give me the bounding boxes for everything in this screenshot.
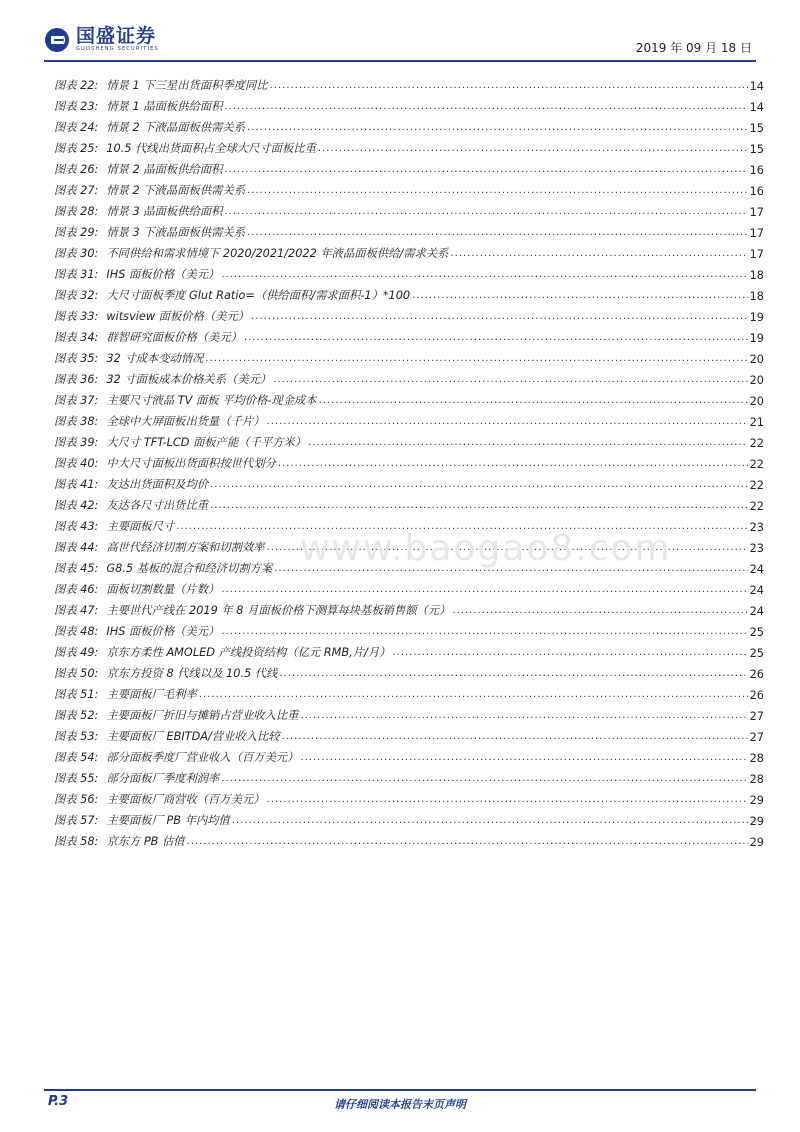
toc-figure-title: 情景 3 下液晶面板供需关系: [106, 226, 246, 239]
toc-leader-dots: [270, 79, 748, 93]
toc-entry[interactable]: [54, 807, 764, 828]
toc-entry[interactable]: [54, 93, 764, 114]
toc-page-number: 26: [749, 689, 764, 702]
toc-page-number: 21: [749, 416, 764, 429]
header-divider: [44, 60, 756, 62]
toc-leader-dots: [308, 436, 748, 450]
toc-entry[interactable]: [54, 408, 764, 429]
toc-figure-label: 图表 50:: [54, 667, 99, 680]
toc-figure-label: 图表 31:: [54, 268, 99, 281]
toc-figure-title: 部分面板厂季度利润率: [106, 772, 220, 785]
toc-page-number: 26: [749, 668, 764, 681]
toc-entry[interactable]: [54, 576, 764, 597]
toc-leader-dots: [247, 184, 748, 198]
toc-figure-label: 图表 29:: [54, 226, 99, 239]
toc-entry[interactable]: [54, 765, 764, 786]
toc-figure-title: 10.5 代线出货面积占全球大尺寸面板比重: [106, 142, 316, 155]
toc-page-number: 19: [749, 311, 764, 324]
toc-figure-label: 图表 23:: [54, 100, 99, 113]
toc-page-number: 29: [749, 836, 764, 849]
toc-figure-label: 图表 39:: [54, 436, 99, 449]
toc-figure-label: 图表 30:: [54, 247, 99, 260]
toc-figure-label: 图表 27:: [54, 184, 99, 197]
toc-entry[interactable]: [54, 492, 764, 513]
toc-leader-dots: [278, 457, 748, 471]
toc-figure-title: IHS 面板价格（美元）: [106, 625, 220, 638]
toc-leader-dots: [247, 226, 748, 240]
toc-figure-label: 图表 54:: [54, 751, 99, 764]
toc-leader-dots: [205, 352, 747, 366]
toc-leader-dots: [224, 163, 747, 177]
toc-entry[interactable]: [54, 219, 764, 240]
toc-figure-label: 图表 41:: [54, 478, 99, 491]
toc-leader-dots: [452, 604, 747, 618]
toc-page-number: 23: [749, 521, 764, 534]
toc-figure-label: 图表 51:: [54, 688, 99, 701]
toc-figure-label: 图表 28:: [54, 205, 99, 218]
toc-page-number: 15: [749, 122, 764, 135]
toc-figure-title: 主要世代产线在 2019 年 8 月面板价格下测算每块基板销售额（元）: [106, 604, 451, 617]
toc-figure-label: 图表 53:: [54, 730, 99, 743]
toc-leader-dots: [244, 331, 748, 345]
toc-figure-title: 高世代经济切割方案和切割效率: [106, 541, 265, 554]
toc-figure-title: IHS 面板价格（美元）: [106, 268, 220, 281]
toc-page-number: 14: [749, 101, 764, 114]
toc-figure-label: 图表 49:: [54, 646, 99, 659]
toc-page-number: 24: [749, 563, 764, 576]
toc-figure-label: 图表 40:: [54, 457, 99, 470]
toc-page-number: 17: [749, 248, 764, 261]
toc-figure-title: 主要面板厂折旧与摊销占营业收入比重: [106, 709, 299, 722]
toc-figure-label: 图表 56:: [54, 793, 99, 806]
toc-figure-label: 图表 47:: [54, 604, 99, 617]
toc-leader-dots: [319, 394, 748, 408]
toc-figure-label: 图表 52:: [54, 709, 99, 722]
toc-leader-dots: [267, 793, 748, 807]
toc-page-number: 28: [749, 773, 764, 786]
toc-figure-title: 友达各尺寸出货比重: [106, 499, 209, 512]
toc-entry[interactable]: [54, 429, 764, 450]
toc-leader-dots: [224, 205, 747, 219]
toc-leader-dots: [221, 268, 747, 282]
toc-entry[interactable]: [54, 156, 764, 177]
toc-leader-dots: [279, 667, 747, 681]
toc-page-number: 15: [749, 143, 764, 156]
company-logo: [44, 26, 159, 53]
toc-page-number: 25: [749, 626, 764, 639]
toc-figure-title: 京东方投资 8 代线以及 10.5 代线: [106, 667, 278, 680]
toc-leader-dots: [232, 814, 748, 828]
toc-leader-dots: [282, 730, 748, 744]
toc-page-number: 18: [749, 269, 764, 282]
toc-entry[interactable]: [54, 723, 764, 744]
page-number: P.3: [48, 1094, 69, 1109]
toc-leader-dots: [267, 415, 748, 429]
toc-figure-title: 主要面板厂 EBITDA/营业收入比较: [106, 730, 280, 743]
toc-figure-label: 图表 58:: [54, 835, 99, 848]
toc-figure-title: 情景 2 晶面板供给面积: [106, 163, 223, 176]
toc-entry[interactable]: [54, 828, 764, 849]
toc-leader-dots: [210, 499, 748, 513]
toc-figure-title: 全球中大屏面板出货量（千片）: [106, 415, 265, 428]
toc-page-number: 25: [749, 647, 764, 660]
toc-leader-dots: [450, 247, 747, 261]
toc-page-number: 29: [749, 794, 764, 807]
toc-figure-title: 大尺寸面板季度 Glut Ratio=（供给面积/需求面积-1）*100: [106, 289, 411, 302]
toc-figure-title: witsview 面板价格（美元）: [106, 310, 250, 323]
toc-page-number: 14: [749, 80, 764, 93]
toc-entry[interactable]: [54, 366, 764, 387]
toc-page-number: 16: [749, 185, 764, 198]
toc-entry[interactable]: [54, 135, 764, 156]
toc-figure-title: 32 寸面板成本价格关系（美元）: [106, 373, 272, 386]
toc-entry[interactable]: [54, 639, 764, 660]
toc-page-number: 27: [749, 710, 764, 723]
toc-entry[interactable]: [54, 345, 764, 366]
toc-entry[interactable]: [54, 618, 764, 639]
toc-figure-label: 图表 57:: [54, 814, 99, 827]
toc-entry[interactable]: [54, 261, 764, 282]
toc-figure-label: 图表 48:: [54, 625, 99, 638]
toc-figure-title: 情景 2 下液晶面板供需关系: [106, 121, 246, 134]
toc-figure-title: 友达出货面积及均价: [106, 478, 209, 491]
toc-page-number: 17: [749, 227, 764, 240]
toc-figure-label: 图表 38:: [54, 415, 99, 428]
toc-page-number: 29: [749, 815, 764, 828]
toc-leader-dots: [199, 688, 748, 702]
toc-figure-label: 图表 34:: [54, 331, 99, 344]
toc-figure-title: 主要面板厂毛利率: [106, 688, 197, 701]
toc-entry[interactable]: [54, 324, 764, 345]
table-of-figures: [54, 72, 764, 849]
toc-page-number: 19: [749, 332, 764, 345]
toc-figure-label: 图表 45:: [54, 562, 99, 575]
toc-leader-dots: [392, 646, 747, 660]
toc-figure-label: 图表 25:: [54, 142, 99, 155]
toc-leader-dots: [273, 373, 747, 387]
toc-page-number: 28: [749, 752, 764, 765]
toc-leader-dots: [300, 709, 747, 723]
toc-leader-dots: [210, 478, 748, 492]
toc-leader-dots: [187, 835, 748, 849]
report-date: 2019 年 09 月 18 日: [635, 41, 752, 55]
toc-page-number: 18: [749, 290, 764, 303]
toc-figure-title: 主要面板尺寸: [106, 520, 175, 533]
toc-page-number: 24: [749, 605, 764, 618]
guosheng-logo-icon: [44, 27, 70, 53]
toc-figure-label: 图表 43:: [54, 520, 99, 533]
toc-figure-title: 京东方柔性 AMOLED 产线投资结构（亿元 RMB,片/月）: [106, 646, 391, 659]
toc-entry[interactable]: [54, 786, 764, 807]
toc-figure-label: 图表 24:: [54, 121, 99, 134]
toc-entry[interactable]: [54, 282, 764, 303]
toc-page-number: 22: [749, 437, 764, 450]
toc-figure-label: 图表 22:: [54, 79, 99, 92]
toc-figure-title: 不同供给和需求情境下 2020/2021/2022 年液晶面板供给/需求关系: [106, 247, 449, 260]
toc-figure-title: G8.5 基板的混合和经济切割方案: [106, 562, 273, 575]
toc-entry[interactable]: [54, 303, 764, 324]
toc-entry[interactable]: [54, 114, 764, 135]
toc-figure-label: 图表 26:: [54, 163, 99, 176]
toc-leader-dots: [247, 121, 748, 135]
toc-figure-title: 32 寸成本变动情况: [106, 352, 204, 365]
toc-entry[interactable]: [54, 471, 764, 492]
toc-page-number: 24: [749, 584, 764, 597]
toc-entry[interactable]: [54, 660, 764, 681]
toc-figure-title: 主要面板厂 PB 年内均值: [106, 814, 230, 827]
toc-figure-title: 大尺寸 TFT-LCD 面板产能（千平方米）: [106, 436, 307, 449]
toc-page-number: 22: [749, 458, 764, 471]
toc-page-number: 17: [749, 206, 764, 219]
logo-english-name: GUOSHENG SECURITIES: [76, 46, 159, 52]
toc-page-number: 23: [749, 542, 764, 555]
toc-entry[interactable]: [54, 681, 764, 702]
toc-leader-dots: [300, 751, 747, 765]
toc-figure-title: 群智研究面板价格（美元）: [106, 331, 242, 344]
toc-entry[interactable]: [54, 597, 764, 618]
toc-entry[interactable]: [54, 387, 764, 408]
toc-entry[interactable]: [54, 744, 764, 765]
toc-page-number: 16: [749, 164, 764, 177]
toc-leader-dots: [221, 625, 747, 639]
toc-entry[interactable]: [54, 702, 764, 723]
toc-figure-title: 部分面板季度厂营业收入（百万美元）: [106, 751, 299, 764]
page-header: [0, 0, 800, 70]
toc-leader-dots: [221, 583, 747, 597]
toc-page-number: 20: [749, 374, 764, 387]
toc-figure-title: 京东方 PB 估值: [106, 835, 185, 848]
toc-page-number: 20: [749, 395, 764, 408]
toc-leader-dots: [318, 142, 748, 156]
toc-figure-label: 图表 44:: [54, 541, 99, 554]
toc-figure-label: 图表 33:: [54, 310, 99, 323]
toc-figure-label: 图表 46:: [54, 583, 99, 596]
toc-entry[interactable]: [54, 198, 764, 219]
toc-page-number: 22: [749, 500, 764, 513]
toc-figure-title: 情景 1 下三星出货面积季度同比: [106, 79, 268, 92]
toc-leader-dots: [224, 100, 747, 114]
toc-page-number: 22: [749, 479, 764, 492]
toc-figure-title: 主要面板厂商营收（百万美元）: [106, 793, 265, 806]
toc-figure-label: 图表 42:: [54, 499, 99, 512]
toc-leader-dots: [221, 772, 747, 786]
toc-figure-label: 图表 55:: [54, 772, 99, 785]
toc-figure-title: 主要尺寸液晶 TV 面板 平均价格-现金成本: [106, 394, 317, 407]
toc-leader-dots: [412, 289, 748, 303]
watermark: www.baogao8.com: [300, 528, 672, 569]
toc-entry[interactable]: [54, 240, 764, 261]
toc-entry[interactable]: [54, 450, 764, 471]
toc-figure-label: 图表 36:: [54, 373, 99, 386]
toc-figure-title: 情景 3 晶面板供给面积: [106, 205, 223, 218]
toc-figure-label: 图表 35:: [54, 352, 99, 365]
toc-figure-title: 情景 1 晶面板供给面积: [106, 100, 223, 113]
toc-figure-label: 图表 32:: [54, 289, 99, 302]
toc-entry[interactable]: [54, 72, 764, 93]
toc-figure-title: 中大尺寸面板出货面积按世代划分: [106, 457, 276, 470]
toc-figure-title: 情景 2 下液晶面板供需关系: [106, 184, 246, 197]
toc-leader-dots: [251, 310, 748, 324]
footer-divider: [44, 1089, 756, 1091]
toc-figure-title: 面板切割数量（片数）: [106, 583, 220, 596]
toc-page-number: 20: [749, 353, 764, 366]
toc-page-number: 27: [749, 731, 764, 744]
logo-chinese-name: 国盛证券: [76, 25, 157, 47]
toc-entry[interactable]: [54, 177, 764, 198]
toc-figure-label: 图表 37:: [54, 394, 99, 407]
footer-disclaimer: 请仔细阅读本报告末页声明: [334, 1098, 466, 1111]
